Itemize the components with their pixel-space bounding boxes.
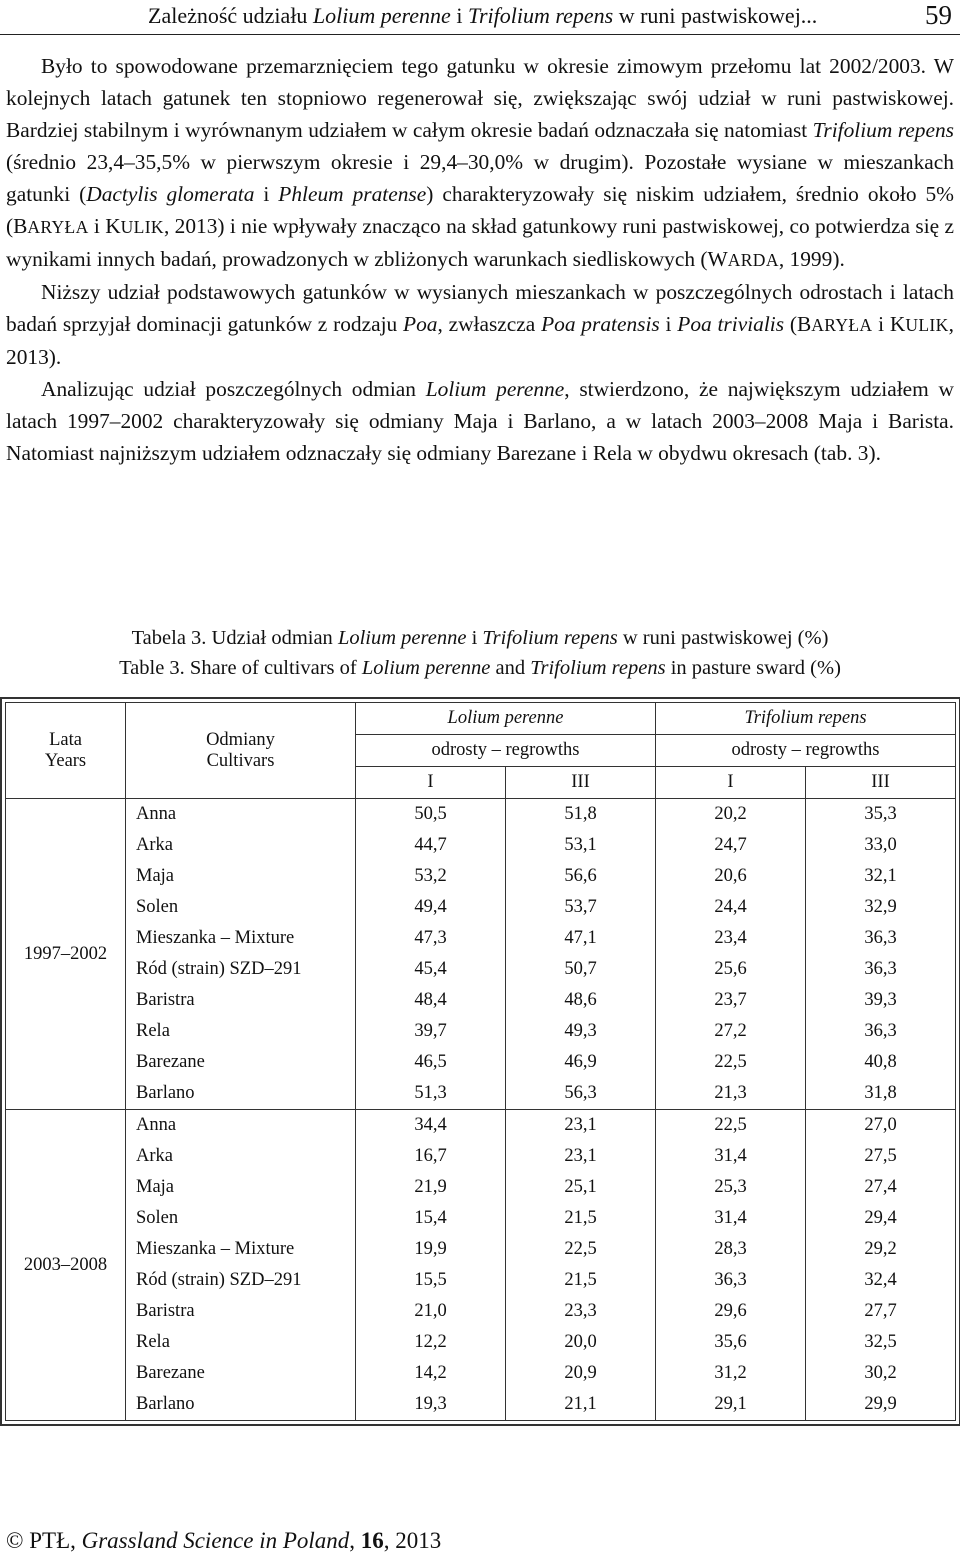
- trifolium-I-value: 25,3: [656, 1172, 806, 1203]
- table-row: [6, 1265, 956, 1296]
- period-label: 2003–2008: [6, 1110, 126, 1421]
- paragraph-2: Niższy udział podstawowych gatunków w wysianych mieszankach w poszczególnych odrostach i latach badań sprzyjał dominacji gatunków z rodzaju Poa, zwłaszcza Poa pratensis i Poa trivialis (BARYŁA i KULIK, 2013).: [6, 280, 954, 369]
- trifolium-I-value: 23,7: [656, 985, 806, 1016]
- trifolium-III-value: 33,0: [864, 835, 897, 855]
- paragraph-3: Analizując udział poszczególnych odmian Lolium perenne, stwierdzono, że największym udziałem w latach 1997–2002 charakteryzowały się odmiany Maja i Barlano, a w latach 2003–2008 Maja i Barista. Natomiast najniższym udziałem odznaczały się odmiany Barezane i Rela w obydwu okresach (tab. 3).: [6, 377, 954, 465]
- lolium-I-value: 15,4: [356, 1203, 506, 1234]
- trifolium-III-value: 32,1: [864, 866, 897, 886]
- table-row: [6, 1296, 956, 1327]
- cultivar-name: Ród (strain) SZD–291: [126, 1265, 356, 1296]
- table-row: [6, 923, 956, 954]
- table-row: [6, 1358, 956, 1389]
- header-years: Lata Years: [6, 703, 126, 799]
- cultivar-name: Barezane: [126, 1047, 356, 1078]
- trifolium-III-value: 32,4: [864, 1270, 897, 1290]
- trifolium-I-value: 29,1: [656, 1389, 806, 1421]
- table-row: [6, 1141, 956, 1172]
- lolium-I-value: 46,5: [356, 1047, 506, 1078]
- trifolium-III-value: 36,3: [864, 959, 897, 979]
- running-header: [0, 0, 960, 40]
- lolium-III-value: 22,5: [506, 1234, 656, 1265]
- cultivar-name: Anna: [126, 799, 356, 831]
- lolium-III-value: 21,1: [506, 1389, 656, 1421]
- trifolium-III-value: 27,4: [864, 1177, 897, 1197]
- lolium-I-value: 45,4: [356, 954, 506, 985]
- lolium-I-value: 19,9: [356, 1234, 506, 1265]
- trifolium-I-value: 21,3: [656, 1078, 806, 1110]
- header-trifolium-I: I: [656, 767, 806, 799]
- trifolium-I-value: 20,2: [656, 799, 806, 831]
- lolium-III-value: 51,8: [506, 799, 656, 831]
- cultivar-name: Rela: [126, 1327, 356, 1358]
- header-lolium-III: III: [506, 767, 656, 799]
- header-trifolium-III: III: [806, 767, 956, 799]
- cultivar-name: Baristra: [126, 985, 356, 1016]
- trifolium-III-value: 32,9: [864, 897, 897, 917]
- page-number: 59: [925, 0, 952, 30]
- trifolium-I-value: 28,3: [656, 1234, 806, 1265]
- running-title: Zależność udziału Lolium perenne i Trifolium repens w runi pastwiskowej...: [148, 3, 818, 28]
- lolium-III-value: 50,7: [506, 954, 656, 985]
- table-row: [6, 892, 956, 923]
- body-text: [6, 50, 954, 469]
- table-row: [6, 1016, 956, 1047]
- lolium-III-value: 20,9: [506, 1358, 656, 1389]
- trifolium-I-value: 22,5: [656, 1047, 806, 1078]
- lolium-I-value: 44,7: [356, 830, 506, 861]
- trifolium-I-value: 23,4: [656, 923, 806, 954]
- lolium-III-value: 23,1: [506, 1110, 656, 1142]
- lolium-I-value: 50,5: [356, 799, 506, 831]
- cultivar-name: Maja: [126, 861, 356, 892]
- lolium-I-value: 53,2: [356, 861, 506, 892]
- trifolium-III-value: 30,2: [864, 1363, 897, 1383]
- table-row: [6, 1203, 956, 1234]
- table-row: [6, 1234, 956, 1265]
- table-caption-pl: Tabela 3. Udział odmian Lolium perenne i Trifolium repens w runi pastwiskowej (%): [131, 627, 829, 649]
- cultivar-name: Barlano: [126, 1389, 356, 1421]
- paragraph-1: Było to spowodowane przemarznięciem tego gatunku w okresie zimowym przełomu lat 2002/2003. W kolejnych latach gatunek ten stopniowo regenerował się, zwiększając swój udział w runi pastwiskowej. Bardziej stabilnym i wyrównanym udziałem w całym okresie badań odznaczała się natomiast Trifolium repens (średnio 23,4–35,5% w pierwszym okresie i 29,4–30,0% w drugim). Pozostałe wysiane w mieszankach gatunki (Dactylis glomerata i Phleum pratense) charakteryzowały się niskim udziałem, średnio około 5% (BARYŁA i KULIK, 2013) i nie wpływały znacząco na skład gatunkowy runi pastwiskowej, co potwierdza się z wynikami innych badań, prowadzonych w zbliżonych warunkach siedliskowych (WARDA, 1999).: [6, 54, 955, 271]
- table-row: [6, 1110, 956, 1142]
- trifolium-I-value: 31,4: [656, 1203, 806, 1234]
- lolium-I-value: 21,0: [356, 1296, 506, 1327]
- header-rule: [0, 34, 960, 35]
- lolium-I-value: 47,3: [356, 923, 506, 954]
- lolium-III-value: 23,3: [506, 1296, 656, 1327]
- trifolium-III-value: 35,3: [864, 804, 897, 824]
- cultivar-name: Barlano: [126, 1078, 356, 1110]
- lolium-I-value: 49,4: [356, 892, 506, 923]
- table-row: [6, 954, 956, 985]
- cultivar-name: Solen: [126, 1203, 356, 1234]
- table-row: [6, 799, 956, 831]
- header-lolium: Lolium perenne: [356, 703, 656, 735]
- header-regrowths-trifolium: odrosty – regrowths: [656, 735, 956, 767]
- lolium-I-value: 34,4: [356, 1110, 506, 1142]
- cultivar-name: Ród (strain) SZD–291: [126, 954, 356, 985]
- trifolium-I-value: 25,6: [656, 954, 806, 985]
- table-row: [6, 1078, 956, 1110]
- cultivar-name: Anna: [126, 1110, 356, 1142]
- data-table: [5, 702, 956, 1421]
- trifolium-I-value: 31,2: [656, 1358, 806, 1389]
- lolium-III-value: 48,6: [506, 985, 656, 1016]
- footer-citation: © PTŁ, Grassland Science in Poland, 16, 2013: [6, 1528, 442, 1553]
- trifolium-III-value: 29,9: [864, 1394, 897, 1414]
- trifolium-I-value: 20,6: [656, 861, 806, 892]
- trifolium-I-value: 31,4: [656, 1141, 806, 1172]
- cultivar-name: Baristra: [126, 1296, 356, 1327]
- lolium-I-value: 14,2: [356, 1358, 506, 1389]
- trifolium-III-value: 29,4: [864, 1208, 897, 1228]
- trifolium-III-value: 31,8: [864, 1083, 897, 1103]
- lolium-III-value: 56,3: [506, 1078, 656, 1110]
- trifolium-I-value: 35,6: [656, 1327, 806, 1358]
- lolium-III-value: 23,1: [506, 1141, 656, 1172]
- lolium-I-value: 39,7: [356, 1016, 506, 1047]
- lolium-III-value: 56,6: [506, 861, 656, 892]
- lolium-I-value: 19,3: [356, 1389, 506, 1421]
- trifolium-III-value: 32,5: [864, 1332, 897, 1352]
- trifolium-I-value: 24,7: [656, 830, 806, 861]
- cultivar-name: Rela: [126, 1016, 356, 1047]
- table-row: [6, 1172, 956, 1203]
- table-row: [6, 830, 956, 861]
- lolium-III-value: 53,1: [506, 830, 656, 861]
- trifolium-III-value: 36,3: [864, 1021, 897, 1041]
- trifolium-III-value: 29,2: [864, 1239, 897, 1259]
- lolium-III-value: 49,3: [506, 1016, 656, 1047]
- trifolium-III-value: 39,3: [864, 990, 897, 1010]
- lolium-III-value: 21,5: [506, 1203, 656, 1234]
- table-row: [6, 1327, 956, 1358]
- lolium-I-value: 12,2: [356, 1327, 506, 1358]
- cultivar-name: Maja: [126, 1172, 356, 1203]
- cultivar-name: Solen: [126, 892, 356, 923]
- trifolium-III-value: 27,0: [806, 1110, 956, 1142]
- cultivar-name: Barezane: [126, 1358, 356, 1389]
- table-row: [6, 1389, 956, 1421]
- trifolium-I-value: 36,3: [656, 1265, 806, 1296]
- trifolium-III-value: 27,5: [864, 1146, 897, 1166]
- lolium-III-value: 53,7: [506, 892, 656, 923]
- trifolium-I-value: 29,6: [656, 1296, 806, 1327]
- header-regrowths-lolium: odrosty – regrowths: [356, 735, 656, 767]
- lolium-III-value: 47,1: [506, 923, 656, 954]
- trifolium-III-value: 27,7: [864, 1301, 897, 1321]
- header-trifolium: Trifolium repens: [744, 708, 867, 728]
- trifolium-III-value: 40,8: [864, 1052, 897, 1072]
- table-row: [6, 1047, 956, 1078]
- lolium-I-value: 21,9: [356, 1172, 506, 1203]
- table-row: [6, 861, 956, 892]
- trifolium-I-value: 22,5: [656, 1110, 806, 1142]
- lolium-III-value: 46,9: [506, 1047, 656, 1078]
- trifolium-I-value: 27,2: [656, 1016, 806, 1047]
- cultivar-name: Arka: [126, 1141, 356, 1172]
- lolium-III-value: 20,0: [506, 1327, 656, 1358]
- table-row: [6, 985, 956, 1016]
- table-body: [6, 799, 956, 1421]
- lolium-I-value: 16,7: [356, 1141, 506, 1172]
- trifolium-III-value: 36,3: [864, 928, 897, 948]
- lolium-I-value: 51,3: [356, 1078, 506, 1110]
- lolium-I-value: 15,5: [356, 1265, 506, 1296]
- cultivar-name: Mieszanka – Mixture: [126, 923, 356, 954]
- lolium-III-value: 21,5: [506, 1265, 656, 1296]
- table-caption-en: Table 3. Share of cultivars of Lolium perenne and Trifolium repens in pasture sward (%): [119, 657, 841, 679]
- lolium-III-value: 25,1: [506, 1172, 656, 1203]
- header-cultivars: Odmiany Cultivars: [126, 703, 356, 799]
- cultivar-name: Mieszanka – Mixture: [126, 1234, 356, 1265]
- header-lolium-I: I: [356, 767, 506, 799]
- trifolium-I-value: 24,4: [656, 892, 806, 923]
- data-table-frame: [5, 702, 955, 1421]
- cultivar-name: Arka: [126, 830, 356, 861]
- lolium-I-value: 48,4: [356, 985, 506, 1016]
- period-label: 1997–2002: [6, 799, 126, 1110]
